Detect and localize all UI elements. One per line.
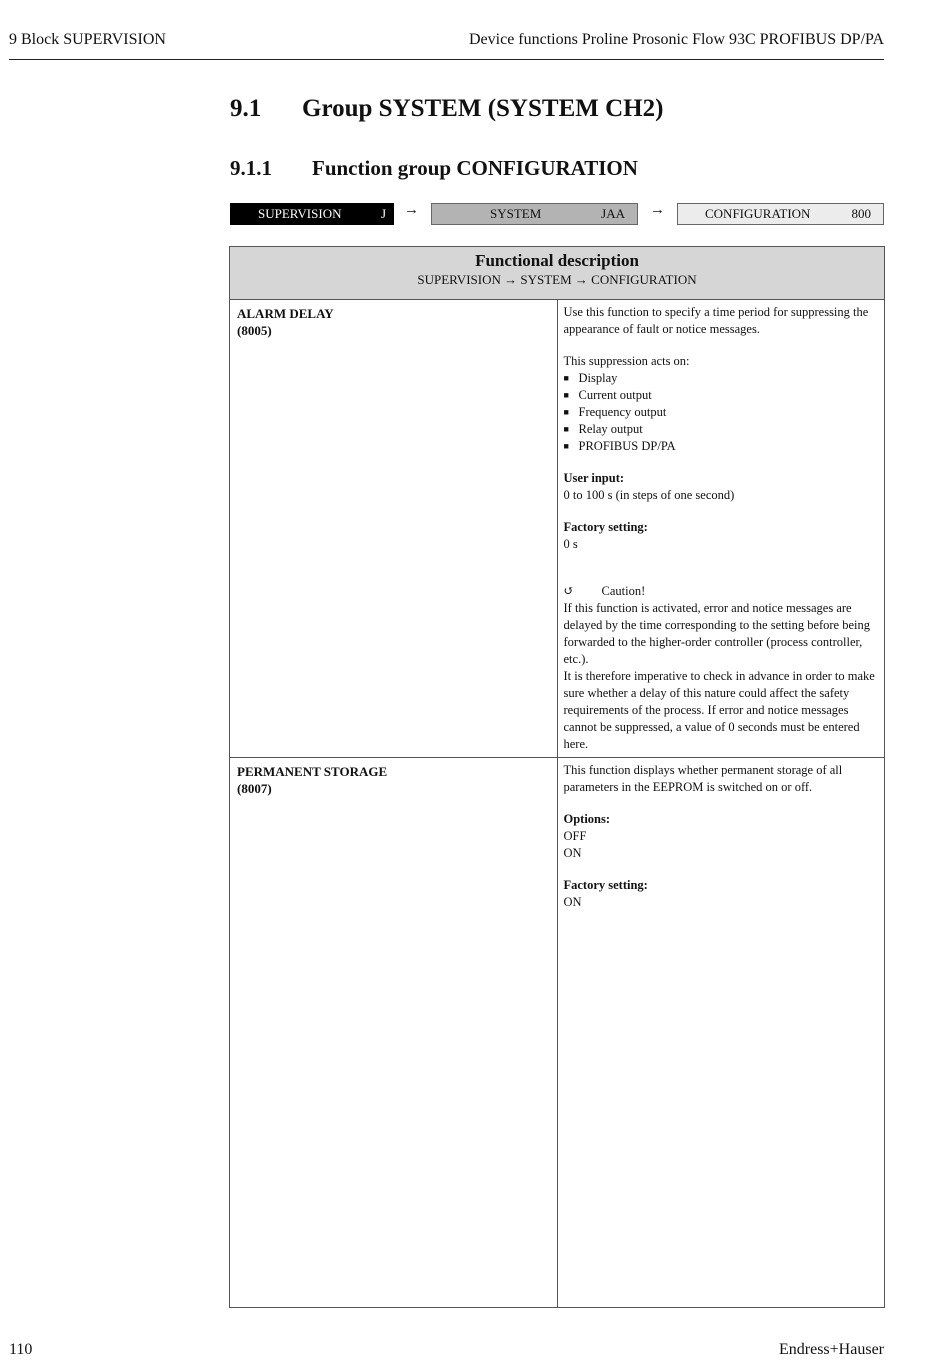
options-label: Options: bbox=[563, 812, 611, 826]
function-description-cell bbox=[557, 758, 885, 1308]
function-code: (8005) bbox=[237, 323, 272, 338]
section-heading bbox=[230, 95, 663, 123]
header-divider bbox=[9, 59, 884, 60]
caution-icon: ↺ bbox=[563, 584, 574, 598]
section-number: 9.1 bbox=[230, 95, 262, 122]
caution-text: It is therefore imperative to check in advance in order to make sure whether a delay of this nature could affect the safety requirements of the process. If error and notice messages cannot be suppressed, a value of 0 seconds must be entered here. bbox=[563, 669, 875, 751]
nav-arrow-icon: → bbox=[404, 202, 419, 218]
user-input-label: User input: bbox=[563, 471, 625, 485]
nav-function-group-label: CONFIGURATION bbox=[705, 206, 811, 221]
bullet-square-icon: ■ bbox=[563, 390, 569, 400]
page-number: 110 bbox=[9, 1341, 33, 1358]
table-header bbox=[230, 247, 885, 300]
nav-group-label: SYSTEM bbox=[490, 206, 542, 221]
nav-function-group-code: 800 bbox=[851, 206, 871, 221]
option-value: ON bbox=[563, 846, 582, 860]
bullet-square-icon: ■ bbox=[563, 373, 569, 383]
nav-arrow-icon: → bbox=[650, 202, 665, 218]
nav-group-system bbox=[431, 203, 638, 225]
table-path: SUPERVISION → SYSTEM → CONFIGURATION bbox=[417, 272, 697, 287]
function-intro: Use this function to specify a time period for suppressing the appearance of fault or notice messages. bbox=[563, 305, 869, 336]
acts-on-label: This suppression acts on: bbox=[563, 354, 690, 368]
nav-block-code: J bbox=[380, 206, 386, 221]
function-name-cell bbox=[230, 758, 558, 1308]
user-input-value: 0 to 100 s (in steps of one second) bbox=[563, 488, 735, 502]
bullet-square-icon: ■ bbox=[563, 424, 569, 434]
list-item: ■ Frequency output bbox=[563, 405, 667, 419]
option-value: OFF bbox=[563, 829, 587, 843]
nav-function-group-configuration bbox=[677, 203, 884, 225]
caution-text: If this function is activated, error and notice messages are delayed by the time corresponding to the setting before being forwarded to the higher-order controller (process controller, etc.). bbox=[563, 601, 871, 666]
bullet-square-icon: ■ bbox=[563, 407, 569, 417]
brand-name: Endress+Hauser bbox=[779, 1341, 884, 1358]
nav-block-supervision bbox=[230, 203, 394, 225]
function-name: ALARM DELAY bbox=[237, 306, 334, 321]
function-intro: This function displays whether permanent storage of all parameters in the EEPROM is switched on or off. bbox=[563, 763, 843, 794]
list-item: ■ Relay output bbox=[563, 422, 643, 436]
factory-setting-value: ON bbox=[563, 895, 582, 909]
function-description-cell bbox=[557, 300, 885, 758]
factory-setting-value: 0 s bbox=[563, 537, 578, 551]
table-row bbox=[230, 300, 885, 758]
list-item: ■ Current output bbox=[563, 388, 652, 402]
list-item: ■ PROFIBUS DP/PA bbox=[563, 439, 676, 453]
header-chapter: 9 Block SUPERVISION bbox=[9, 31, 166, 48]
subsection-title: Function group CONFIGURATION bbox=[312, 156, 638, 180]
caution-heading bbox=[564, 583, 879, 600]
caution-title: Caution! bbox=[601, 584, 646, 598]
factory-setting-label: Factory setting: bbox=[563, 878, 648, 892]
subsection-number: 9.1.1 bbox=[230, 156, 272, 180]
factory-setting-label: Factory setting: bbox=[563, 520, 648, 534]
list-item: ■ Display bbox=[563, 371, 618, 385]
header-document-title: Device functions Proline Prosonic Flow 93C PROFIBUS DP/PA bbox=[469, 31, 884, 48]
function-name: PERMANENT STORAGE bbox=[237, 764, 388, 779]
functional-description-table bbox=[229, 246, 885, 1308]
function-code: (8007) bbox=[237, 781, 272, 796]
bullet-square-icon: ■ bbox=[563, 441, 569, 451]
section-title: Group SYSTEM (SYSTEM CH2) bbox=[302, 95, 664, 122]
table-title: Functional description bbox=[475, 251, 639, 270]
table-row bbox=[230, 758, 885, 1308]
nav-group-code: JAA bbox=[601, 206, 625, 221]
subsection-heading bbox=[230, 156, 638, 181]
function-name-cell bbox=[230, 300, 558, 758]
nav-block-label: SUPERVISION bbox=[258, 206, 342, 221]
